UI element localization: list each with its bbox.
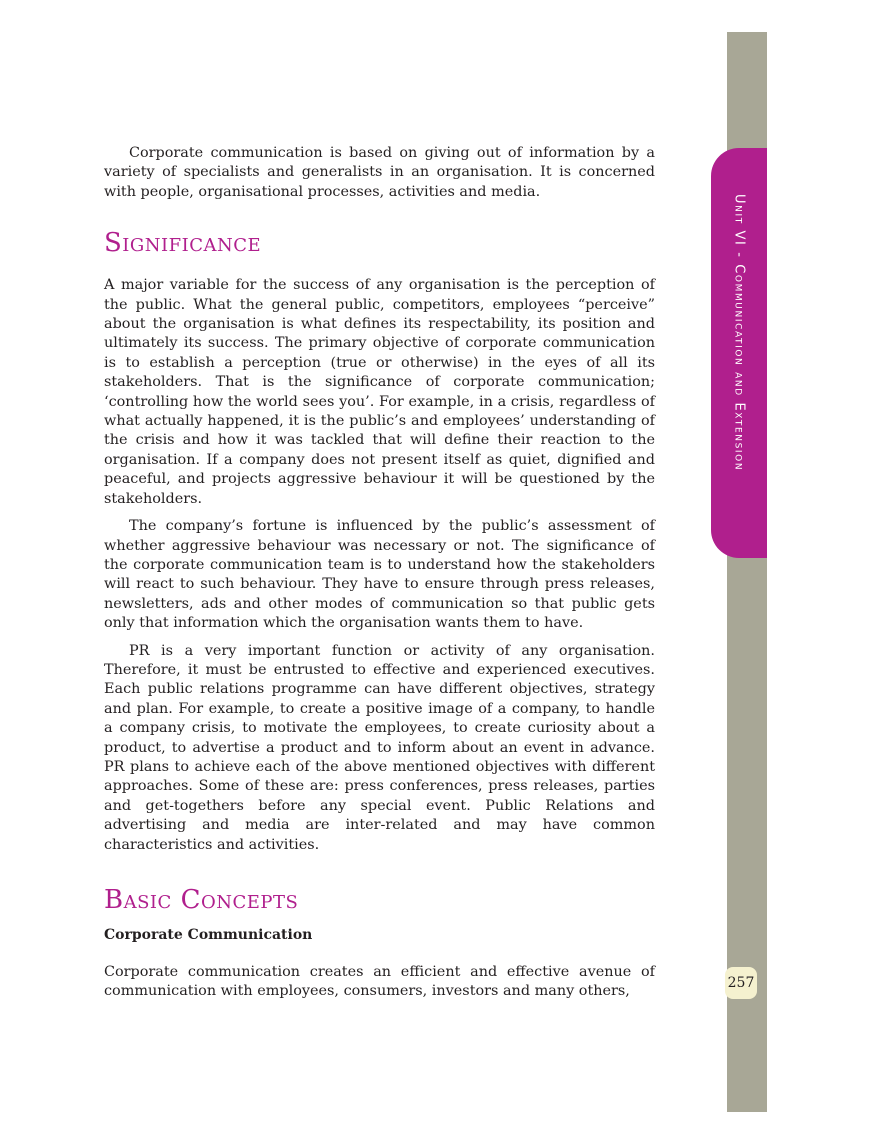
section-heading-basic-concepts: Basic Concepts bbox=[104, 885, 299, 915]
significance-paragraph-3: PR is a very important function or activity of any organisation. Therefore, it must be entrusted to effective and experienced executives. Each public relations programme can have different objectives, strategy and plan. For example, to create a positive image of a company, to handle a company crisis, to motivate the employees, to create curiosity about a product, to advertise a product and to inform about an event in advance. PR plans to achieve each of the above mentioned objectives with different approaches. Some of these are: press conferences, press releases, parties and get-togethers before any special event. Public Relations and advertising and media are inter-related and may have common characteristics and activities. bbox=[104, 642, 655, 853]
basic-concepts-paragraph: Corporate communication creates an efficient and effective avenue of communication with employees, consumers, investors and many others, bbox=[104, 964, 655, 1000]
significance-paragraph-1: A major variable for the success of any organisation is the perception of the public. What the general public, competitors, employees “perceive” about the organisation is what defines its respectability, its position and ultimately its success. The primary objective of corporate communication is to establish a perception (true or otherwise) in the eyes of all its stakeholders. That is the significance of corporate communication; ‘controlling how the world sees you’. For example, in a crisis, regardless of what actually happened, it is the public’s and employees’ understanding of the crisis and how it was tackled that will define their reaction to the organisation. If a company does not present itself as quiet, dignified and peaceful, and projects aggressive behaviour it will be questioned by the stakeholders. bbox=[104, 277, 655, 507]
page-content bbox=[104, 144, 655, 1010]
subheading-corporate-communication: Corporate Communication bbox=[104, 927, 313, 943]
page-number: 257 bbox=[725, 967, 757, 999]
unit-label: Unit VI - Communication and Extension bbox=[731, 194, 747, 472]
section-heading-significance: Significance bbox=[104, 228, 262, 259]
significance-paragraph-2: The company’s fortune is influenced by the public’s assessment of whether aggressive behaviour was necessary or not. The significance of the corporate communication team is to understand how the stakeholders will react to such behaviour. They have to ensure through press releases, newsletters, ads and other modes of communication so that public gets only that information which the organisation wants them to have. bbox=[104, 518, 655, 632]
intro-paragraph: Corporate communication is based on giving out of information by a variety of specialists and generalists in an organisation. It is concerned with people, organisational processes, activities and media. bbox=[104, 145, 655, 200]
